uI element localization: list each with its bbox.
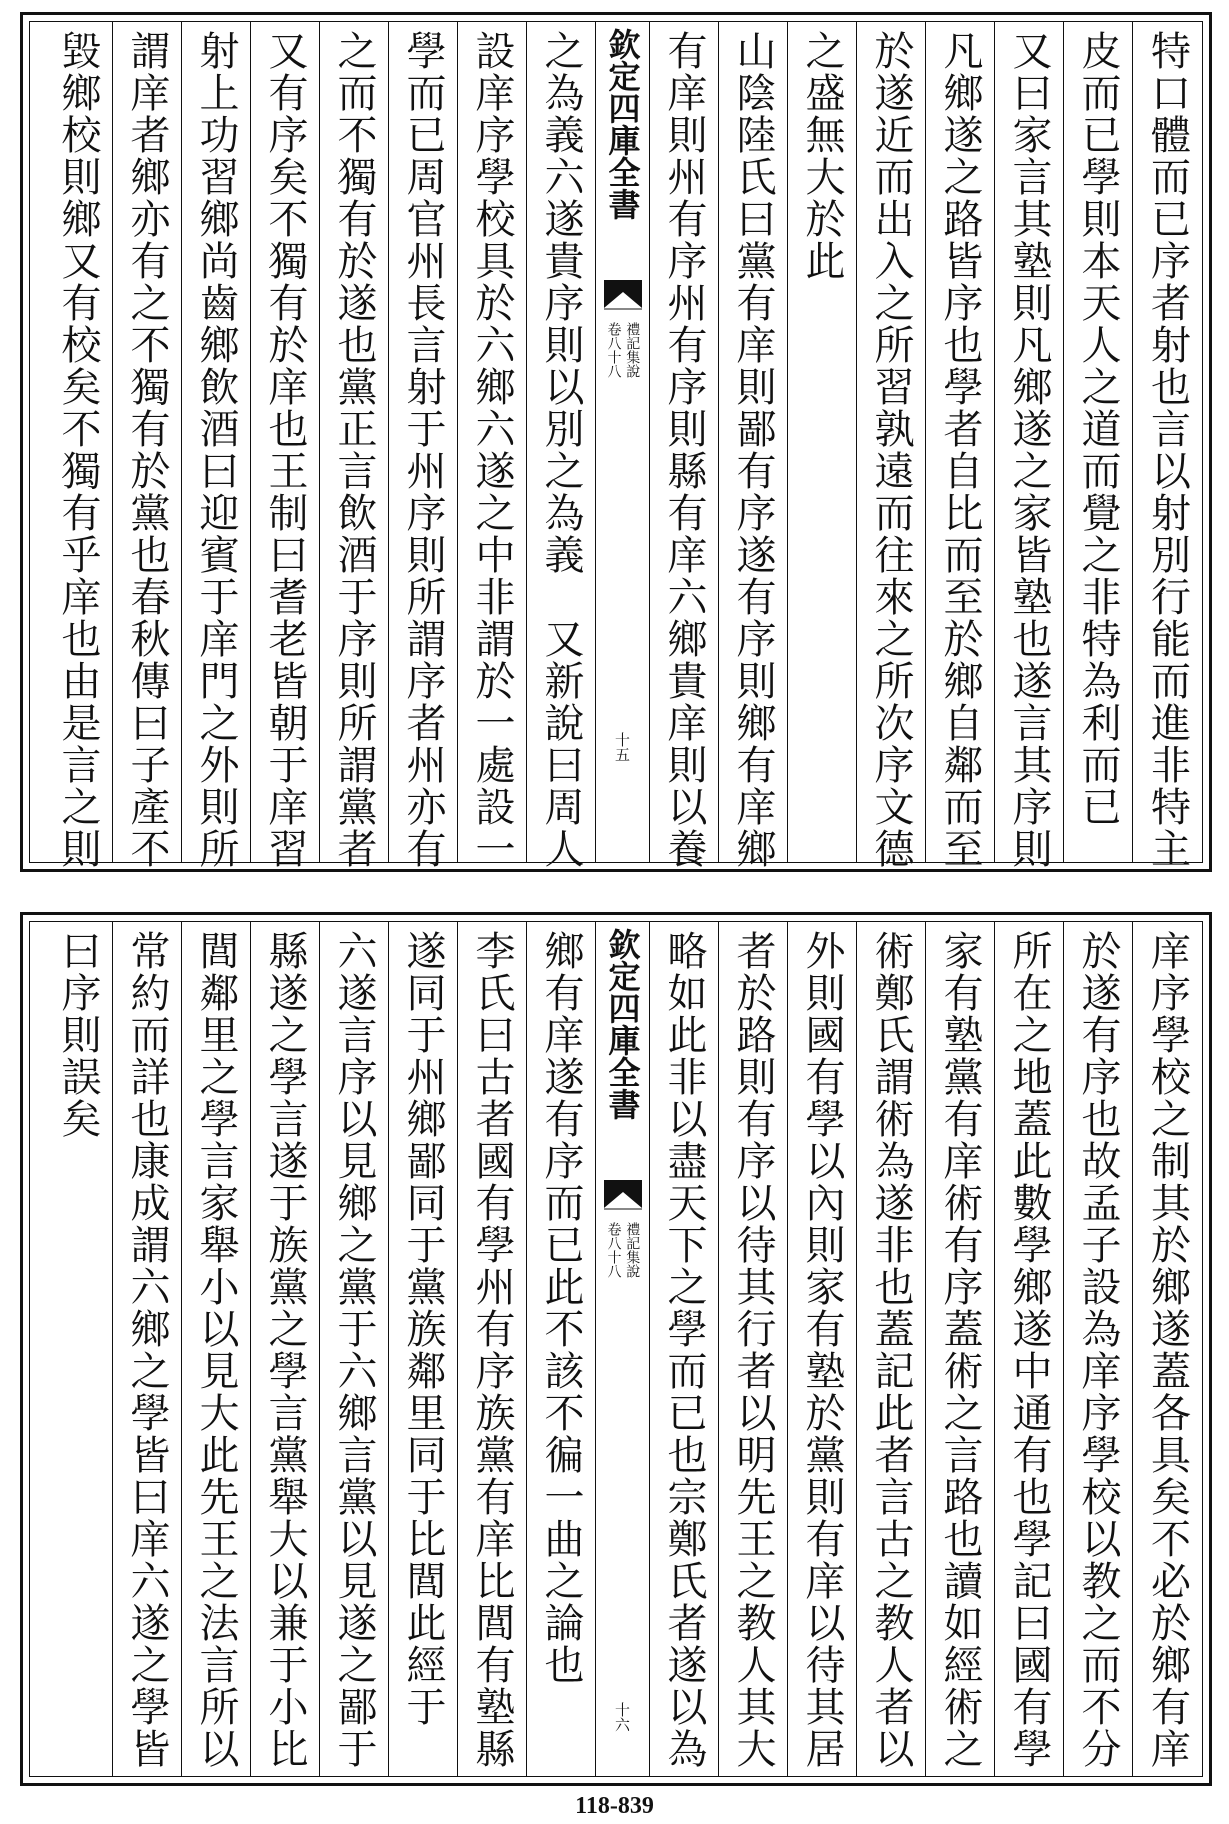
column-text: 閭鄰里之學言家舉小以見大此先王之法言所以: [193, 930, 239, 1770]
column-text: 家有塾黨有庠術有序蓋術之言路也讀如經術之: [937, 930, 983, 1770]
text-column: [251, 22, 320, 870]
column-text: 之盛無大於此: [799, 30, 845, 282]
column-text: 又有序矣不獨有於庠也王制曰耆老皆朝于庠習: [262, 30, 308, 870]
column-text: 六遂言序以見鄉之黨于六鄉言黨以見遂之鄙于: [331, 930, 377, 1770]
text-column: [113, 22, 182, 870]
text-column: [320, 22, 389, 870]
page-spread-upper: [20, 12, 1212, 872]
text-column: [320, 922, 389, 1776]
fishtail-mark-icon: [604, 280, 642, 310]
column-text: 於遂有序也故孟子設為庠序學校以教之而不分: [1075, 930, 1121, 1770]
column-text: 又曰家言其塾則凡鄉遂之家皆塾也遂言其序則: [1006, 30, 1052, 870]
text-column: [44, 922, 113, 1776]
text-column: [995, 22, 1064, 870]
column-text: 皮而已學則本天人之道而覺之非特為利而已: [1075, 30, 1121, 828]
column-text: 有庠則州有序州有序則縣有庠六鄉貴庠則以養: [661, 30, 707, 870]
column-text: 凡鄉遂之路皆序也學者自比而至於鄉自鄰而至: [937, 30, 983, 870]
text-column: [182, 922, 251, 1776]
text-column: [926, 922, 995, 1776]
column-text: 謂庠者鄉亦有之不獨有於黨也春秋傳曰子產不: [124, 30, 170, 870]
book-series-title: 欽定四庫全書: [603, 28, 642, 220]
leaf-number: 十六: [613, 1702, 631, 1732]
text-column: [995, 922, 1064, 1776]
book-series-title: 欽定四庫全書: [603, 928, 642, 1120]
column-text: 庠序學校之制其於鄉遂蓋各具矣不必於鄉有庠: [1144, 930, 1191, 1770]
text-column: [389, 922, 458, 1776]
text-column: [788, 922, 857, 1776]
column-text: 射上功習鄉尚齒鄉飲酒曰迎賓于庠門之外則所: [193, 30, 239, 870]
text-column: [857, 22, 926, 870]
fishtail-mark-icon: [604, 1180, 642, 1210]
center-fold-strip: [596, 922, 650, 1776]
text-column: [251, 922, 320, 1776]
column-text: 遂同于州鄉鄙同于黨族鄰里同于比閭此經于: [400, 930, 446, 1728]
column-grid: [30, 922, 1202, 1776]
book-subtitle: [606, 1222, 639, 1278]
text-column: [527, 922, 596, 1776]
text-column: [926, 22, 995, 870]
column-text: 曰序則誤矣: [55, 930, 101, 1140]
book-name: 禮記集說: [624, 1222, 641, 1278]
book-name: 禮記集說: [624, 322, 641, 378]
column-text: 特口體而已序者射也言以射別行能而進非特主: [1144, 30, 1191, 870]
column-text: 鄉有庠遂有序而已此不該不徧一曲之論也: [538, 930, 584, 1686]
text-column: [719, 22, 788, 870]
column-text: 李氏曰古者國有學州有序族黨有庠比閭有塾縣: [469, 930, 515, 1770]
text-column: [650, 22, 719, 870]
text-column: [389, 22, 458, 870]
column-text: 設庠序學校具於六鄉六遂之中非謂於一處設一: [469, 30, 515, 870]
text-column: [1133, 922, 1202, 1776]
text-column: [182, 22, 251, 870]
volume-number: 卷八十八: [605, 322, 622, 378]
column-grid: [30, 22, 1202, 870]
text-column: [458, 22, 527, 870]
center-fold-strip: [596, 22, 650, 862]
column-text: 學而已周官州長言射于州序則所謂序者州亦有: [400, 30, 446, 870]
text-column: [650, 922, 719, 1776]
column-text: 之為義六遂貴序則以別之為義 又新說曰周人: [538, 30, 584, 870]
text-column: [458, 922, 527, 1776]
column-text: 毀鄉校則鄉又有校矣不獨有乎庠也由是言之則: [55, 30, 101, 870]
column-text: 山陰陸氏曰黨有庠則鄙有序遂有序則鄉有庠鄉: [730, 30, 776, 870]
text-column: [1064, 22, 1133, 862]
text-column: [719, 922, 788, 1776]
column-text: 者於路則有序以待其行者以明先王之教人其大: [730, 930, 776, 1770]
column-text: 常約而詳也康成謂六鄉之學皆曰庠六遂之學皆: [124, 930, 170, 1770]
page-spread-lower: [20, 912, 1212, 1786]
leaf-number: 十五: [613, 732, 631, 762]
text-column: [527, 22, 596, 870]
text-column: [788, 22, 857, 862]
column-text: 術鄭氏謂術為遂非也蓋記此者言古之教人者以: [868, 930, 914, 1770]
book-subtitle: [606, 322, 639, 378]
column-text: 於遂近而出入之所習孰遠而往來之所次序文德: [868, 30, 914, 870]
column-text: 外則國有學以內則家有塾於黨則有庠以待其居: [799, 930, 845, 1770]
text-column: [113, 922, 182, 1776]
column-text: 之而不獨有於遂也黨正言飲酒于序則所謂黨者: [331, 30, 377, 870]
text-column: [44, 22, 113, 870]
text-column: [1133, 22, 1202, 870]
volume-number: 卷八十八: [605, 1222, 622, 1278]
text-column: [1064, 922, 1133, 1776]
column-text: 縣遂之學言遂于族黨之學言黨舉大以兼于小比: [262, 930, 308, 1770]
column-text: 略如此非以盡天下之學而已也宗鄭氏者遂以為: [661, 930, 707, 1770]
column-text: 所在之地蓋此數學鄉遂中通有也學記曰國有學: [1006, 930, 1052, 1770]
text-column: [857, 922, 926, 1776]
page-footer-number: 118-839: [575, 1793, 654, 1819]
